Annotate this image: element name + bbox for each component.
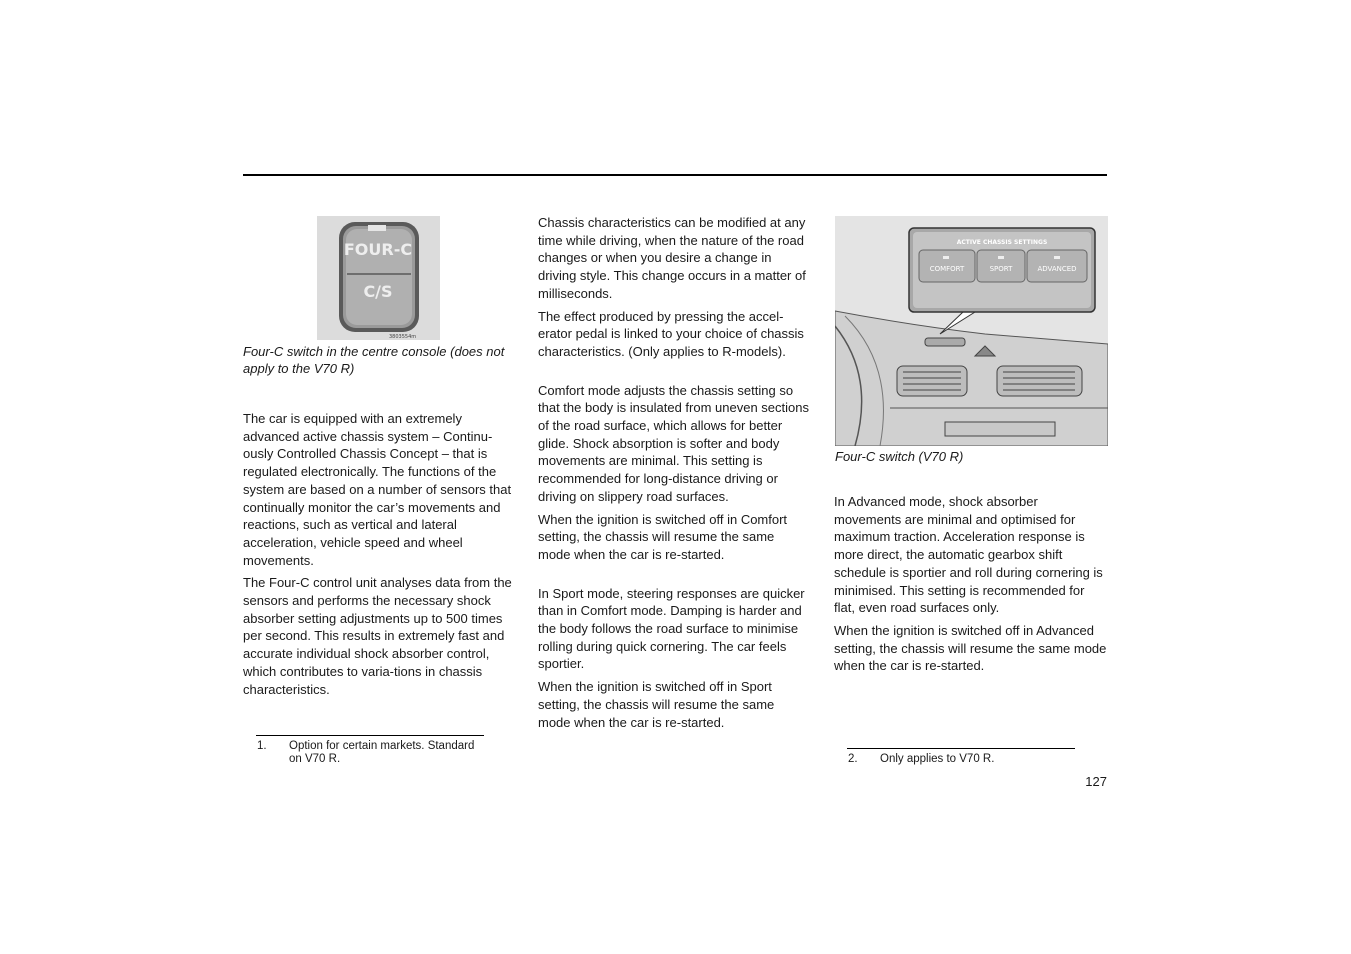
paragraph: When the ignition is switched off in Comfort setting, the chassis will resume the same mode when the car is re-started. bbox=[538, 511, 788, 562]
paragraph: In Advanced mode, shock absorber movements are minimal and optimised for maximum traction. Acceleration response is more direct, the automatic gearbox shift schedule is sportier and roll during cornering is minimised. This setting is recommended for flat, even road surfaces only. bbox=[834, 494, 1103, 616]
footnote-rule bbox=[847, 748, 1075, 749]
footnote-1 bbox=[257, 740, 497, 768]
page-number: 127 bbox=[1085, 774, 1107, 789]
column-3 bbox=[834, 493, 1108, 680]
header-rule bbox=[243, 174, 1107, 176]
paragraph: The car is equipped with an extremely advanced active chassis system – Continu-ously Controlled Chassis Concept – that is regulated electronically. The functions of the system are based on a number of sensors that continually monitor the car’s movements and reactions, such as vertical and lateral acceleration, vehicle speed and wheel movements. bbox=[243, 411, 512, 568]
paragraph: When the ignition is switched off in Advanced setting, the chassis will resume the same mode when the car is re-started. bbox=[834, 622, 1107, 674]
footnote-rule bbox=[256, 735, 484, 736]
paragraph: The Four-C control unit analyses data from the sensors and performs the necessary shock absorber setting adjustments up to 500 times per second. This results in extremely fast and accurate individual shock absorber control, which contributes to varia-tions in chassis characteristics. bbox=[243, 575, 512, 697]
footnote-number: 1. bbox=[257, 740, 267, 752]
paragraph: In Sport mode, steering responses are quicker than in Comfort mode. Damping is harder and the body follows the road surface to minimise rolling during quick cornering. The car feels sportier. bbox=[538, 585, 805, 672]
mode-button-comfort bbox=[919, 250, 975, 282]
mode-label-advanced: ADVANCED bbox=[1037, 265, 1077, 273]
paragraph: Comfort mode adjusts the chassis setting so that the body is insulated from uneven sections of the road surface, which allows for better glide. Shock absorption is softer and body movements are minimal. This setting is recommended for long-distance driving or driving on slippery road surfaces. bbox=[538, 382, 809, 504]
footnote-text: Only applies to V70 R. bbox=[880, 753, 995, 765]
footnote-text-line: Option for certain markets. Standard bbox=[289, 740, 475, 752]
footnote-2 bbox=[848, 753, 1088, 768]
footnote-text-line: on V70 R. bbox=[289, 753, 341, 765]
mode-label-sport: SPORT bbox=[989, 265, 1013, 273]
mode-label-comfort: COMFORT bbox=[929, 265, 965, 273]
column-1 bbox=[243, 410, 515, 703]
paragraph: When the ignition is switched off in Sport setting, the chassis will resume the same mode when the car is re-started. bbox=[538, 679, 775, 730]
image-code: 3803554m bbox=[389, 334, 417, 340]
switch-top-label: FOUR-C bbox=[343, 240, 413, 259]
footnote-text bbox=[289, 740, 474, 766]
paragraph: The effect produced by pressing the accel-erator pedal is linked to your choice of chassis characteristics. (Only applies to R-models). bbox=[538, 308, 804, 359]
mode-button-advanced bbox=[1027, 250, 1087, 282]
paragraph: Chassis characteristics can be modified at any time while driving, when the nature of the road changes or when you desire a change in driving style. This change occurs in a matter of milliseconds. bbox=[538, 215, 806, 301]
column-2 bbox=[538, 214, 810, 736]
panel-title: ACTIVE CHASSIS SETTINGS bbox=[956, 239, 1048, 246]
mode-button-sport bbox=[977, 250, 1025, 282]
figure1-caption: Four-C switch in the centre console (does not apply to the V70 R) bbox=[243, 344, 505, 376]
dashboard-switch-image bbox=[835, 216, 1108, 446]
footnote-number: 2. bbox=[848, 753, 858, 765]
four-c-switch-image bbox=[317, 216, 440, 340]
switch-bottom-label: C/S bbox=[363, 282, 393, 301]
figure2-caption: Four-C switch (V70 R) bbox=[835, 449, 964, 464]
